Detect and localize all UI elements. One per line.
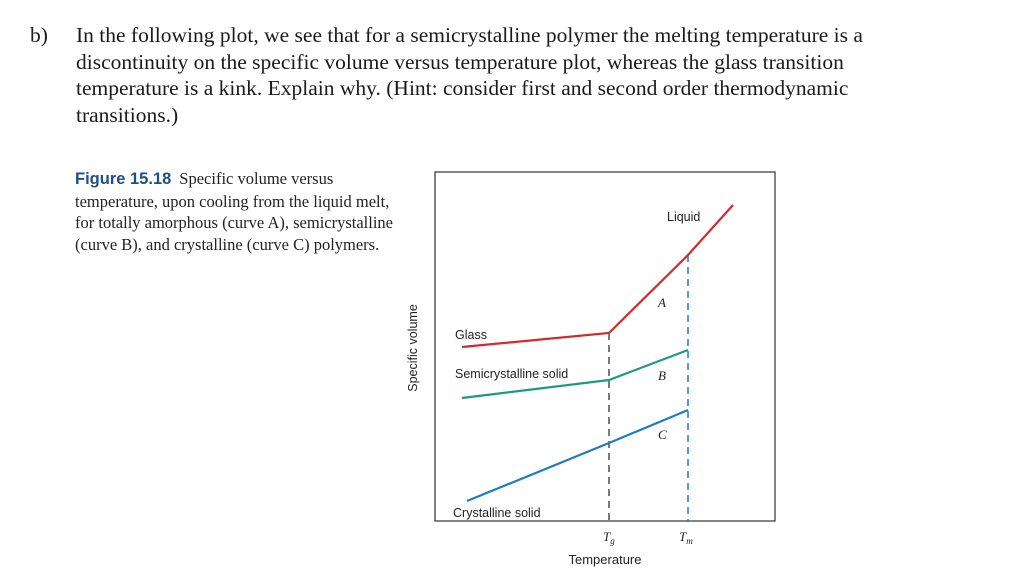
curve-c-letter: C — [658, 427, 667, 442]
y-axis-label: Specific volume — [406, 304, 420, 392]
liquid-label: Liquid — [667, 210, 701, 224]
curve-a-line — [462, 205, 733, 347]
figure-label: Figure 15.18 — [75, 170, 172, 188]
semicrystalline-label: Semicrystalline solid — [455, 367, 569, 381]
figure-caption-text: Specific volume versus temperature, upon cooling from the liquid melt, for totally amorphous (curve A), semicrystalline (curve B), and crystalline (curve C) polymers. — [75, 169, 393, 254]
tg-tick-label: $T_g$ — [603, 529, 615, 546]
curve-b-letter: B — [658, 368, 666, 383]
plot-frame — [435, 172, 775, 521]
curve-c-line — [467, 410, 688, 501]
question-label: b) — [30, 23, 48, 47]
crystalline-label: Crystalline solid — [453, 506, 541, 520]
glass-label: Glass — [455, 328, 487, 342]
question-text: In the following plot, we see that for a semicrystalline polymer the melting temperature is a discontinuity on the specific volume versus temperature plot, whereas the glass transition temperature is a kink. Explain why. (Hint: consider first and second order thermodynamic transitions.) — [76, 23, 863, 127]
x-axis-label: Temperature — [568, 552, 642, 567]
tm-tick-label: $T_m$ — [679, 529, 693, 546]
curve-a-letter: A — [658, 295, 666, 310]
